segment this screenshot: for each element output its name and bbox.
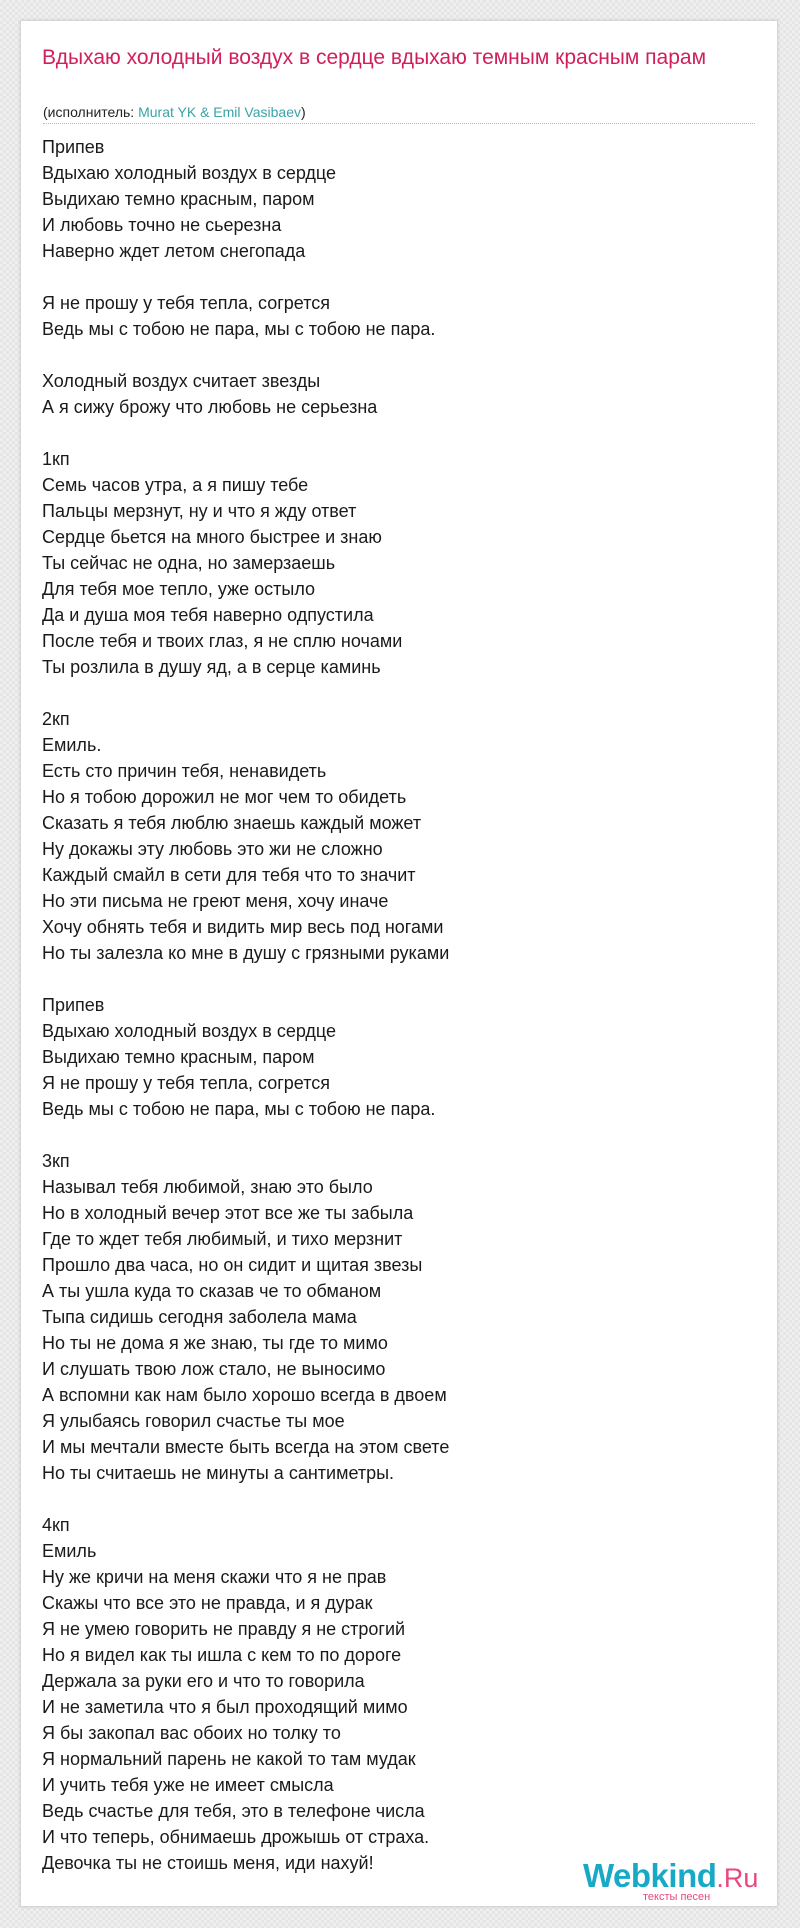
lyric-line: Ну же кричи на меня скажи что я не прав bbox=[42, 1567, 387, 1587]
lyric-line: Выдихаю темно красным, паром bbox=[42, 1047, 315, 1067]
lyric-line: Семь часов утра, а я пишу тебе bbox=[42, 475, 309, 495]
stanza-break bbox=[42, 1122, 742, 1148]
lyric-line: Сердце бьется на много быстрее и знаю bbox=[42, 527, 382, 547]
lyric-line: Скажы что все это не правда, и я дурак bbox=[42, 1593, 373, 1613]
lyric-line: Припев bbox=[42, 137, 105, 157]
stanza-break bbox=[42, 680, 742, 706]
lyric-line: Девочка ты не стоишь меня, иди нахуй! bbox=[42, 1853, 374, 1873]
lyric-line: Но эти письма не греют меня, хочу иначе bbox=[42, 891, 389, 911]
logo-name: Webkind bbox=[583, 1857, 717, 1894]
lyric-line: И что теперь, обнимаешь дрожышь от страха. bbox=[42, 1827, 430, 1847]
lyric-line: Но ты считаешь не минуты а сантиметры. bbox=[42, 1463, 395, 1483]
lyric-line: И любовь точно не сьерезна bbox=[42, 215, 282, 235]
lyric-line: 1кп bbox=[42, 449, 70, 469]
lyrics-text bbox=[42, 134, 742, 1876]
stanza-break bbox=[42, 966, 742, 992]
lyric-line: Но ты не дома я же знаю, ты где то мимо bbox=[42, 1333, 388, 1353]
song-title: Вдыхаю холодный воздух в сердце вдыхаю темным красным парам bbox=[42, 46, 707, 69]
lyric-line: Я не умею говорить не правду я не строгий bbox=[42, 1619, 406, 1639]
stanza-break bbox=[42, 1486, 742, 1512]
lyric-line: Емиль bbox=[42, 1541, 97, 1561]
lyric-line: Наверно ждет летом снегопада bbox=[42, 241, 306, 261]
lyric-line: Ведь счастье для тебя, это в телефоне числа bbox=[42, 1801, 425, 1821]
lyric-line: Ведь мы с тобою не пара, мы с тобою не пара. bbox=[42, 319, 436, 339]
lyric-line: Хочу обнять тебя и видить мир весь под ногами bbox=[42, 917, 444, 937]
lyric-line: Я нормальний парень не какой то там мудак bbox=[42, 1749, 416, 1769]
lyric-line: Сказать я тебя люблю знаешь каждый может bbox=[42, 813, 422, 833]
lyric-line: Я бы закопал вас обоих но толку то bbox=[42, 1723, 341, 1743]
lyric-line: После тебя и твоих глаз, я не сплю ночами bbox=[42, 631, 403, 651]
performer-suffix: ) bbox=[300, 104, 306, 120]
lyric-line: Но я тобою дорожил не мог чем то обидеть bbox=[42, 787, 407, 807]
lyric-line: Но я видел как ты ишла с кем то по дороге bbox=[42, 1645, 402, 1665]
performer-line bbox=[43, 103, 306, 121]
lyric-line: Я улыбаясь говорил счастье ты мое bbox=[42, 1411, 345, 1431]
lyrics-card bbox=[20, 20, 778, 1907]
lyric-line: Но в холодный вечер этот все же ты забыла bbox=[42, 1203, 414, 1223]
lyric-line: А вспомни как нам было хорошо всегда в двоем bbox=[42, 1385, 447, 1405]
stanza-break bbox=[42, 264, 742, 290]
lyric-line: Пальцы мерзнут, ну и что я жду ответ bbox=[42, 501, 357, 521]
performer-prefix: (исполнитель: bbox=[43, 104, 139, 120]
stanza-break bbox=[42, 420, 742, 446]
lyric-line: И слушать твою лож стало, не выносимо bbox=[42, 1359, 386, 1379]
lyric-line: А я сижу брожу что любовь не серьезна bbox=[42, 397, 378, 417]
lyric-line: Ты сейчас не одна, но замерзаешь bbox=[42, 553, 336, 573]
lyric-line: Но ты залезла ко мне в душу с грязными руками bbox=[42, 943, 450, 963]
lyric-line: И мы мечтали вместе быть всегда на этом свете bbox=[42, 1437, 450, 1457]
lyric-line: Каждый смайл в сети для тебя что то значит bbox=[42, 865, 416, 885]
lyric-line: Я не прошу у тебя тепла, согрется bbox=[42, 1073, 330, 1093]
logo-tld: .Ru bbox=[716, 1863, 759, 1893]
lyric-line: И учить тебя уже не имеет смысла bbox=[42, 1775, 334, 1795]
lyric-line: Ну докажы эту любовь это жи не сложно bbox=[42, 839, 383, 859]
title-divider bbox=[43, 123, 755, 124]
lyric-line: Прошло два часа, но он сидит и щитая звезы bbox=[42, 1255, 423, 1275]
lyric-line: Я не прошу у тебя тепла, согрется bbox=[42, 293, 330, 313]
lyric-line: Ты розлила в душу яд, а в серце каминь bbox=[42, 657, 381, 677]
performer-link[interactable]: Murat YK & Emil Vasibaev bbox=[138, 104, 301, 120]
lyric-line: И не заметила что я был проходящий мимо bbox=[42, 1697, 408, 1717]
lyric-line: Холодный воздух считает звезды bbox=[42, 371, 321, 391]
logo-tagline: тексты песен bbox=[643, 1891, 711, 1903]
lyric-line: Емиль. bbox=[42, 735, 102, 755]
lyric-line: Выдихаю темно красным, паром bbox=[42, 189, 315, 209]
lyric-line: Где то ждет тебя любимый, и тихо мерзнит bbox=[42, 1229, 403, 1249]
lyric-line: Вдыхаю холодный воздух в сердце bbox=[42, 1021, 337, 1041]
stanza-break bbox=[42, 342, 742, 368]
lyric-line: Ведь мы с тобою не пара, мы с тобою не пара. bbox=[42, 1099, 436, 1119]
lyric-line: 4кп bbox=[42, 1515, 70, 1535]
lyric-line: 3кп bbox=[42, 1151, 70, 1171]
lyric-line: 2кп bbox=[42, 709, 70, 729]
lyric-line: Держала за руки его и что то говорила bbox=[42, 1671, 365, 1691]
lyric-line: А ты ушла куда то сказав че то обманом bbox=[42, 1281, 382, 1301]
lyric-line: Вдыхаю холодный воздух в сердце bbox=[42, 163, 337, 183]
lyric-line: Называл тебя любимой, знаю это было bbox=[42, 1177, 373, 1197]
lyric-line: Да и душа моя тебя наверно одпустила bbox=[42, 605, 374, 625]
webkind-logo[interactable] bbox=[583, 1858, 773, 1908]
lyric-line: Тыпа сидишь сегодня заболела мама bbox=[42, 1307, 357, 1327]
lyric-line: Для тебя мое тепло, уже остыло bbox=[42, 579, 316, 599]
lyric-line: Есть сто причин тебя, ненавидеть bbox=[42, 761, 327, 781]
lyric-line: Припев bbox=[42, 995, 105, 1015]
